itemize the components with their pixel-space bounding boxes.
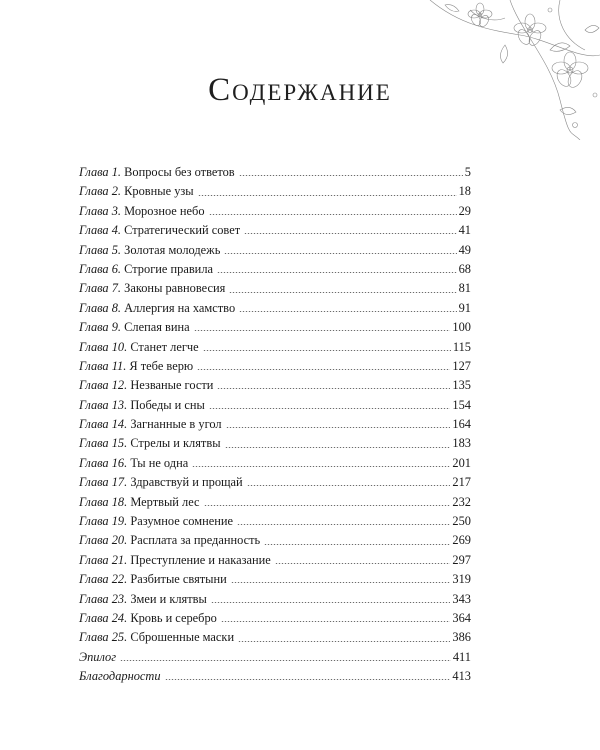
toc-entry-page: 154 — [452, 397, 471, 412]
toc-entry-page: 81 — [458, 281, 471, 296]
toc-entry-title: Вопросы без ответов — [124, 165, 235, 179]
toc-entry-page: 5 — [464, 165, 471, 179]
floral-ornament-icon — [410, 0, 600, 140]
toc-entry-page: 183 — [452, 436, 471, 451]
toc-entry-prefix: Глава 5. — [79, 242, 122, 257]
toc-entry-page: 297 — [452, 552, 471, 567]
toc-entry-page: 18 — [458, 184, 471, 199]
toc-entry-title: Мертвый лес — [130, 494, 200, 509]
toc-entry-label — [79, 434, 221, 453]
toc-entry[interactable] — [79, 628, 471, 647]
toc-entry[interactable] — [79, 493, 471, 512]
toc-entry-label — [79, 454, 188, 473]
toc-entry-title: Кровные узы — [124, 184, 194, 199]
toc-entry-title: Законы равновесия — [124, 281, 226, 296]
toc-entry-label — [79, 570, 227, 589]
toc-entry-page: 100 — [452, 320, 471, 335]
toc-entry[interactable] — [79, 182, 471, 201]
dot-leader — [226, 427, 451, 428]
toc-entry-page: 269 — [452, 533, 471, 548]
toc-entry-title: Ты не одна — [130, 455, 189, 470]
toc-entry-prefix: Глава 17. — [79, 475, 128, 490]
toc-entry-page: 49 — [458, 242, 471, 257]
toc-entry-label — [79, 338, 199, 357]
toc-entry-label — [79, 590, 207, 609]
dot-leader — [239, 175, 463, 176]
dot-leader — [229, 292, 456, 293]
toc-entry-page: 41 — [458, 223, 471, 238]
toc-entry-title: Загнанные в угол — [130, 417, 222, 432]
toc-entry-prefix: Благодарности — [79, 669, 161, 684]
toc-entry-page: 127 — [452, 358, 471, 373]
dot-leader — [247, 485, 451, 486]
toc-entry-label — [79, 512, 233, 531]
toc-entry[interactable] — [79, 221, 471, 240]
dot-leader — [238, 641, 450, 642]
dot-leader — [221, 621, 451, 622]
toc-entry[interactable] — [79, 609, 471, 628]
table-of-contents — [79, 163, 471, 687]
toc-entry-label — [79, 376, 213, 395]
toc-entry-title: Строгие правила — [124, 261, 213, 276]
toc-entry-title: Морозное небо — [124, 203, 205, 218]
toc-entry-title: Я тебе верю — [129, 358, 194, 373]
toc-entry-label — [79, 202, 205, 221]
toc-entry-title: Разбитые святыни — [130, 572, 227, 587]
toc-entry-label — [79, 493, 200, 512]
toc-entry-title: Сброшенные маски — [130, 630, 235, 645]
dot-leader — [264, 544, 450, 545]
toc-entry-prefix: Глава 21. — [79, 552, 128, 567]
toc-entry-prefix: Глава 13. — [79, 397, 128, 412]
toc-entry-page: 232 — [452, 494, 471, 509]
toc-entry-label — [79, 396, 205, 415]
toc-entry-label — [79, 182, 194, 201]
toc-entry-title: Расплата за преданность — [130, 533, 261, 548]
toc-entry[interactable] — [79, 667, 471, 686]
toc-entry[interactable] — [79, 357, 471, 376]
toc-entry-label — [79, 163, 235, 182]
toc-entry-page: 29 — [458, 203, 471, 218]
toc-entry-prefix: Глава 14. — [79, 417, 128, 432]
toc-entry-label — [79, 357, 193, 376]
dot-leader — [197, 369, 450, 370]
toc-entry[interactable] — [79, 512, 471, 531]
dot-leader — [217, 272, 457, 273]
toc-entry[interactable] — [79, 648, 471, 667]
toc-entry-title: Незваные гости — [130, 378, 214, 393]
toc-entry-label — [79, 531, 260, 550]
toc-entry-title: Станет легче — [130, 339, 199, 354]
toc-entry-prefix: Глава 7. — [79, 281, 122, 296]
dot-leader — [244, 233, 456, 234]
toc-entry-prefix: Глава 2. — [79, 184, 122, 199]
toc-entry-prefix: Глава 25. — [79, 630, 128, 645]
toc-entry-prefix: Глава 10. — [79, 339, 128, 354]
dot-leader — [198, 195, 457, 196]
toc-entry-label — [79, 609, 217, 628]
toc-entry-title: Аллергия на хамство — [124, 300, 236, 315]
toc-entry-prefix: Глава 11. — [79, 358, 127, 373]
toc-entry[interactable] — [79, 570, 471, 589]
dot-leader — [209, 214, 457, 215]
toc-entry-page: 91 — [458, 300, 471, 315]
dot-leader — [225, 447, 451, 448]
toc-entry-page: 411 — [452, 649, 471, 664]
toc-entry-label — [79, 473, 243, 492]
dot-leader — [120, 660, 451, 661]
toc-entry[interactable] — [79, 415, 471, 434]
toc-entry-title: Стрелы и клятвы — [130, 436, 221, 451]
toc-entry[interactable] — [79, 163, 471, 182]
toc-entry-page: 413 — [452, 669, 471, 684]
dot-leader — [165, 679, 451, 680]
dot-leader — [203, 350, 451, 351]
dot-leader — [239, 311, 456, 312]
toc-entry-prefix: Глава 9. — [79, 320, 122, 335]
toc-entry-prefix: Глава 18. — [79, 494, 128, 509]
toc-entry-page: 201 — [452, 455, 471, 470]
dot-leader — [211, 602, 451, 603]
toc-entry-prefix: Глава 6. — [79, 261, 122, 276]
toc-entry-title: Кровь и серебро — [130, 610, 217, 625]
dot-leader — [204, 505, 451, 506]
toc-entry[interactable] — [79, 473, 471, 492]
toc-entry[interactable] — [79, 299, 471, 318]
dot-leader — [217, 388, 450, 389]
toc-entry-prefix: Глава 1. — [79, 165, 122, 179]
toc-entry[interactable] — [79, 202, 471, 221]
toc-entry-prefix: Глава 12. — [79, 378, 128, 393]
toc-entry[interactable] — [79, 338, 471, 357]
toc-entry-title: Золотая молодежь — [124, 242, 221, 257]
dot-leader — [231, 582, 451, 583]
toc-entry-label — [79, 241, 220, 260]
toc-entry-prefix: Глава 4. — [79, 223, 122, 238]
dot-leader — [275, 563, 451, 564]
toc-entry-prefix: Глава 15. — [79, 436, 128, 451]
toc-entry-page: 164 — [452, 417, 471, 432]
toc-entry-label — [79, 318, 190, 337]
toc-entry[interactable] — [79, 279, 471, 298]
dot-leader — [224, 253, 456, 254]
toc-entry-title: Здравствуй и прощай — [130, 475, 243, 490]
toc-entry-page: 343 — [452, 591, 471, 606]
toc-entry[interactable] — [79, 454, 471, 473]
toc-entry-label — [79, 667, 161, 686]
toc-entry[interactable] — [79, 396, 471, 415]
toc-entry-prefix: Глава 23. — [79, 591, 128, 606]
toc-entry[interactable] — [79, 531, 471, 550]
toc-entry-prefix: Глава 16. — [79, 455, 128, 470]
page-title: Содержание — [208, 72, 392, 108]
toc-entry-title: Победы и сны — [130, 397, 205, 412]
toc-entry-title: Змеи и клятвы — [130, 591, 207, 606]
toc-entry-page: 217 — [452, 475, 471, 490]
toc-entry[interactable] — [79, 260, 471, 279]
toc-entry-title: Разумное сомнение — [130, 514, 233, 529]
toc-entry-title: Слепая вина — [124, 320, 190, 335]
toc-entry-prefix: Глава 22. — [79, 572, 128, 587]
dot-leader — [237, 524, 450, 525]
toc-entry-page: 68 — [458, 261, 471, 276]
toc-entry-label — [79, 551, 271, 570]
toc-entry[interactable] — [79, 551, 471, 570]
toc-entry-prefix: Глава 24. — [79, 610, 128, 625]
dot-leader — [194, 330, 451, 331]
toc-entry[interactable] — [79, 241, 471, 260]
toc-entry[interactable] — [79, 318, 471, 337]
toc-entry-page: 319 — [452, 572, 471, 587]
toc-entry-prefix: Глава 20. — [79, 533, 128, 548]
dot-leader — [192, 466, 450, 467]
toc-entry-title: Стратегический совет — [124, 223, 241, 238]
toc-entry-label — [79, 260, 213, 279]
toc-entry-title: Преступление и наказание — [130, 552, 271, 567]
toc-entry-prefix: Глава 8. — [79, 300, 122, 315]
toc-entry-label — [79, 415, 222, 434]
toc-entry-label — [79, 279, 225, 298]
toc-entry-prefix: Глава 19. — [79, 514, 128, 529]
toc-entry-page: 364 — [452, 610, 471, 625]
dot-leader — [209, 408, 451, 409]
toc-entry-page: 135 — [452, 378, 471, 393]
toc-entry-prefix: Глава 3. — [79, 203, 122, 218]
toc-entry-page: 115 — [452, 339, 471, 354]
toc-entry-prefix: Эпилог — [79, 649, 117, 664]
toc-entry[interactable] — [79, 590, 471, 609]
toc-entry-page: 386 — [452, 630, 471, 645]
toc-entry-label — [79, 299, 235, 318]
toc-entry[interactable] — [79, 434, 471, 453]
toc-entry-label — [79, 221, 240, 240]
toc-entry-label — [79, 648, 116, 667]
toc-entry[interactable] — [79, 376, 471, 395]
toc-entry-page: 250 — [452, 514, 471, 529]
toc-entry-label — [79, 628, 234, 647]
